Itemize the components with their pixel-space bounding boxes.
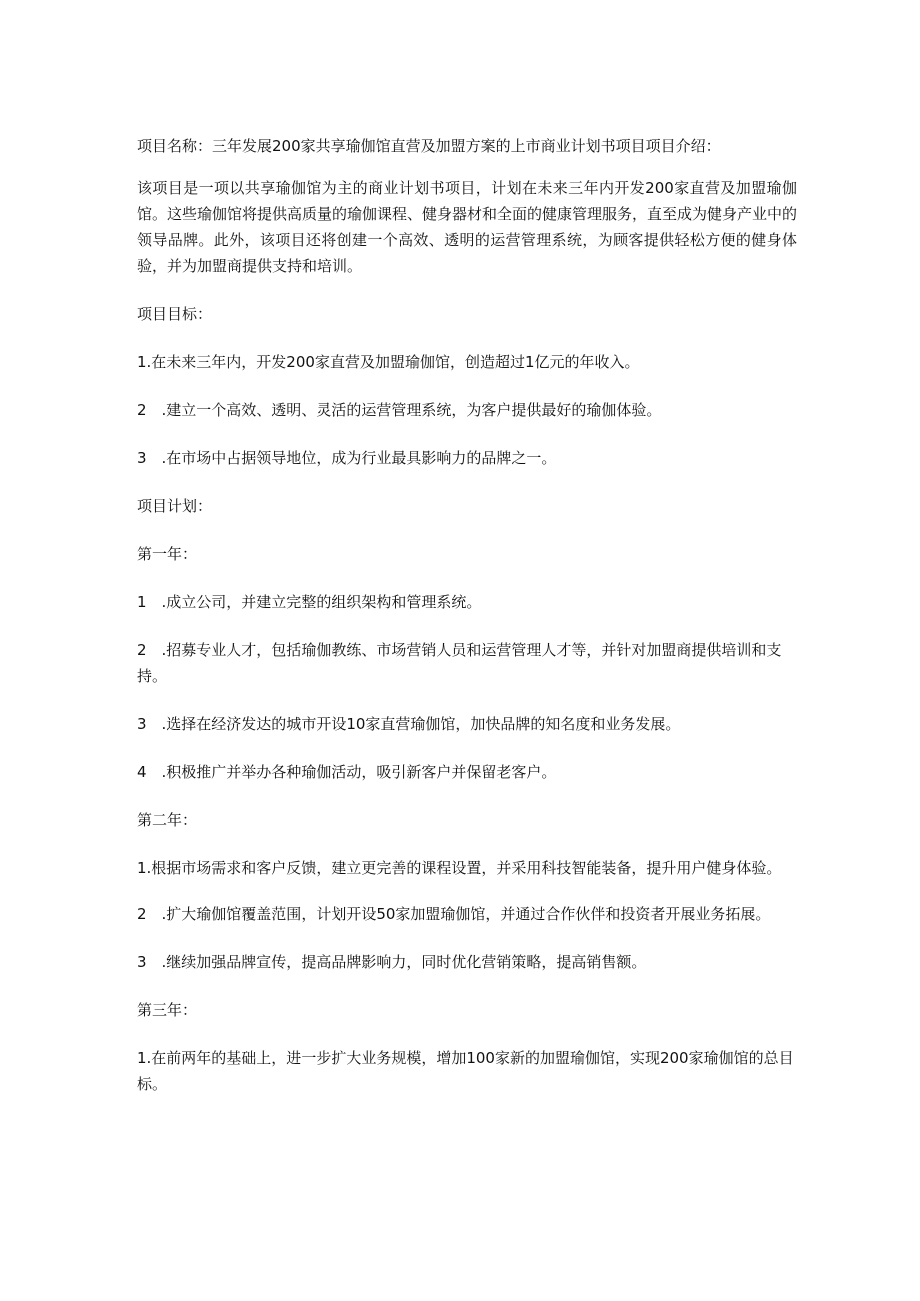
plan-heading: 项目计划： [137, 497, 213, 515]
year2-item-3: 3 .继续加强品牌宣传，提高品牌影响力，同时优化营销策略，提高销售额。 [137, 953, 647, 971]
year2-item-2: 2 .扩大瑜伽馆覆盖范围，计划开设50家加盟瑜伽馆，并通过合作伙伴和投资者开展业务拓展。 [137, 905, 771, 923]
year3-item-1: 1.在前两年的基础上，进一步扩大业务规模，增加100家新的加盟瑜伽馆，实现200家瑜伽馆的总目标。 [137, 1049, 794, 1093]
intro-paragraph: 该项目是一项以共享瑜伽馆为主的商业计划书项目，计划在未来三年内开发200家直营及加盟瑜伽馆。这些瑜伽馆将提供高质量的瑜伽课程、健身器材和全面的健康管理服务，直至成为健身产业中的领导品牌。此外，该项目还将创建一个高效、透明的运营管理系统，为顾客提供轻松方便的健身体验，并为加盟商提供支持和培训。 [137, 179, 798, 275]
year2-item-1: 1.根据市场需求和客户反馈，建立更完善的课程设置，并采用科技智能装备，提升用户健身体验。 [137, 859, 782, 877]
year3-heading: 第三年： [137, 1001, 198, 1019]
goal-item-2: 2 .建立一个高效、透明、灵活的运营管理系统，为客户提供最好的瑜伽体验。 [137, 401, 662, 419]
document-title-line: 项目名称：三年发展200家共享瑜伽馆直营及加盟方案的上市商业计划书项目项目介绍： [137, 137, 721, 155]
goal-item-1: 1.在未来三年内，开发200家直营及加盟瑜伽馆，创造超过1亿元的年收入。 [137, 353, 640, 371]
year1-item-3: 3 .选择在经济发达的城市开设10家直营瑜伽馆，加快品牌的知名度和业务发展。 [137, 715, 681, 733]
goals-heading: 项目目标： [137, 305, 213, 323]
year1-item-1: 1 .成立公司，并建立完整的组织架构和管理系统。 [137, 593, 482, 611]
document-body [137, 133, 797, 1097]
goal-item-3: 3 .在市场中占据领导地位，成为行业最具影响力的品牌之一。 [137, 449, 557, 467]
year2-heading: 第二年： [137, 811, 198, 829]
year1-heading: 第一年： [137, 545, 198, 563]
year1-item-4: 4 .积极推广并举办各种瑜伽活动，吸引新客户并保留老客户。 [137, 763, 557, 781]
year1-item-2: 2 .招募专业人才，包括瑜伽教练、市场营销人员和运营管理人才等，并针对加盟商提供培训和支持。 [137, 641, 782, 685]
